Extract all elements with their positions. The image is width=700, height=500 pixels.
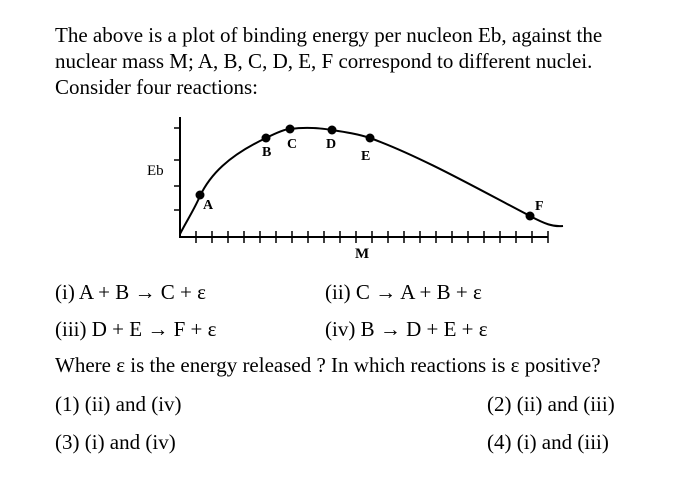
point-b-marker: [262, 134, 271, 143]
question-prompt: Where ε is the energy released ? In which reactions is ε positive?: [55, 353, 601, 377]
x-axis-label: M: [355, 246, 370, 262]
point-c-marker: [286, 125, 295, 134]
reaction-i: (i) A + B → C + ε: [55, 280, 206, 304]
reaction-iv: (iv) B → D + E + ε: [325, 317, 488, 341]
point-c-label: C: [287, 137, 298, 152]
point-d-label: D: [326, 137, 337, 152]
y-axis-label: Eb: [147, 163, 164, 179]
point-e-label: E: [361, 149, 371, 164]
option-1[interactable]: (1) (ii) and (iv): [55, 392, 182, 416]
point-a-label: A: [203, 198, 214, 213]
point-f-label: F: [535, 199, 544, 214]
point-b-label: B: [262, 145, 272, 160]
option-3[interactable]: (3) (i) and (iv): [55, 430, 176, 454]
intro-line-2: nuclear mass M; A, B, C, D, E, F correspond to different nuclei.: [55, 49, 593, 73]
intro-line-1: The above is a plot of binding energy per nucleon Eb, against the: [55, 23, 603, 47]
reaction-iii: (iii) D + E → F + ε: [55, 317, 217, 341]
option-2[interactable]: (2) (ii) and (iii): [487, 392, 615, 416]
point-d-marker: [328, 126, 337, 135]
reaction-ii: (ii) C → A + B + ε: [325, 280, 482, 304]
intro-line-3: Consider four reactions:: [55, 75, 258, 99]
option-4[interactable]: (4) (i) and (iii): [487, 430, 609, 454]
binding-energy-curve: [180, 128, 563, 234]
point-e-marker: [366, 134, 375, 143]
point-f-marker: [526, 212, 535, 221]
